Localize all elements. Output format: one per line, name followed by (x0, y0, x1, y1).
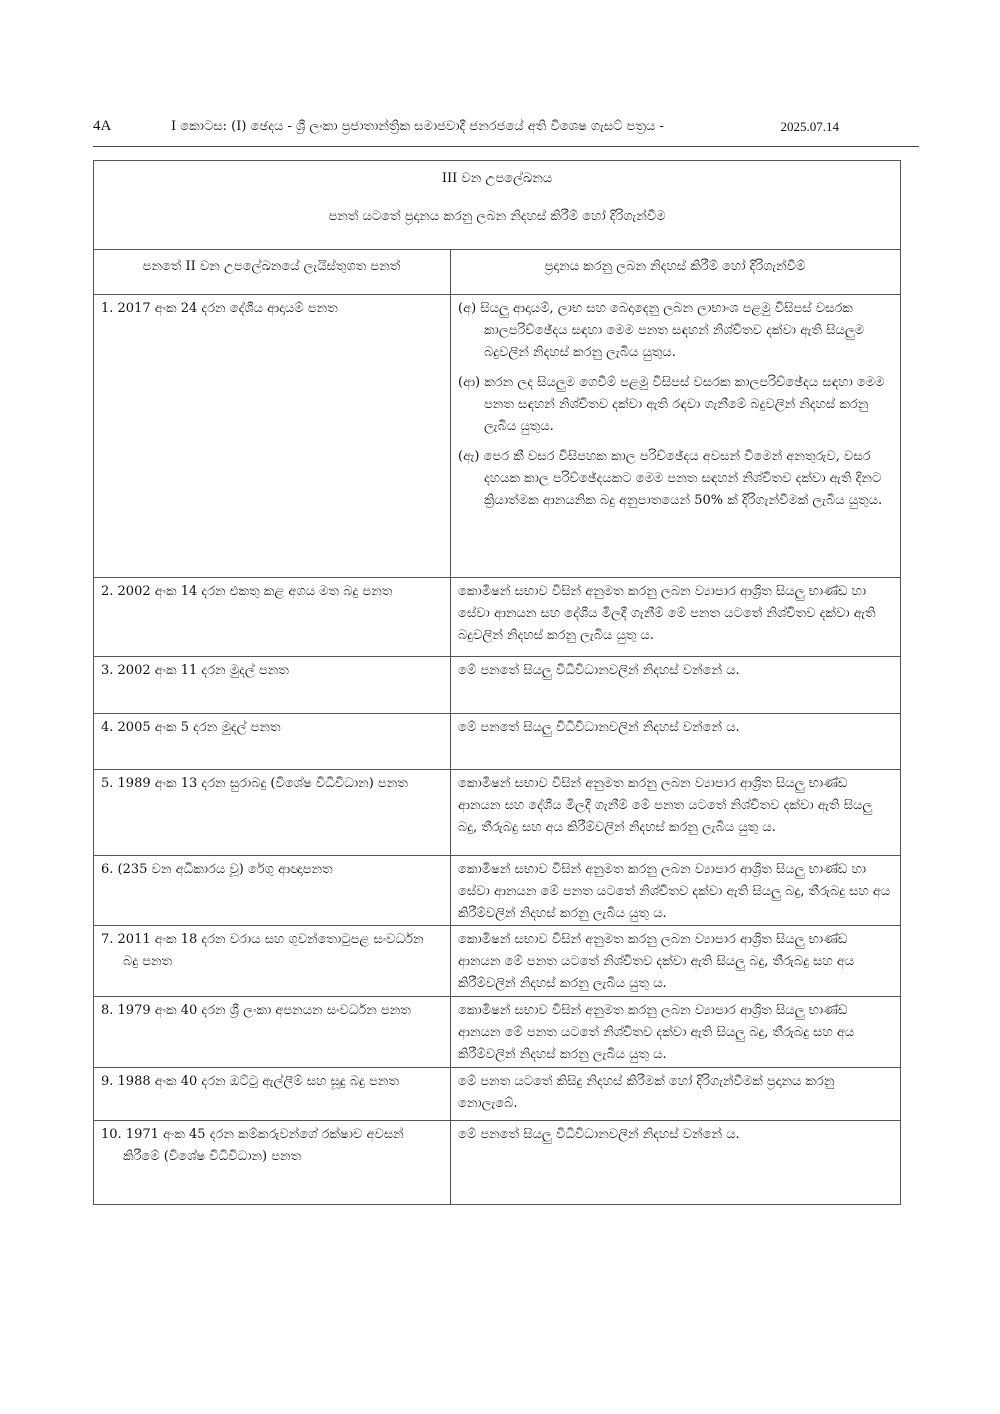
exemption-text: කොමිෂන් සභාව විසින් අනුමත කරනු ලබන ව්‍යාපාර ආශ්‍රිත සියලු භාණ්ඩ හා සේවා ආනයන සහ දේශීය මිලදී ගැනීම් මේ පනත යටතේ නිශ්චිතව දක්වා ඇති බදුවලින් නිදහස් කරනු ලැබිය යුතු ය. (458, 584, 876, 643)
table-row (94, 657, 900, 714)
act-name: 2. 2002 අංක 14 දරන එකතු කළ අගය මත බදු පනත (101, 584, 393, 599)
table-row (94, 295, 900, 578)
exemption-cell (451, 1121, 900, 1204)
exemption-cell (451, 714, 900, 769)
table-row (94, 856, 900, 926)
act-cell (94, 1121, 451, 1204)
act-name: 4. 2005 අංක 5 දරන මුදල් පනත (101, 720, 281, 735)
page-header (93, 116, 919, 140)
exemption-text: (අ) සියලු ආදායම්, ලාභ සහ බෙදාදෙනු ලබන ලාභාංශ පළමු විසිපස් වසරක කාලපරිච්ඡේදය සඳහා මෙම පනත සඳහන් නිශ්චිතව දක්වා ඇති සියලුම බදුවලින් නිදහස් කරනු ලැබිය යුතුය. (458, 301, 865, 360)
act-name: 7. 2011 අංක 18 දරන වරාය සහ ගුවන්තොටුපළ සංවර්ධන බදු පනත (101, 932, 424, 969)
table-row (94, 770, 900, 856)
act-cell (94, 926, 451, 996)
act-cell (94, 770, 451, 855)
gazette-date: 2025.07.14 (780, 119, 839, 134)
table-title-block (94, 161, 900, 250)
act-cell (94, 295, 451, 577)
gazette-title: I කොටස: (I) ඡෙදය - ශ්‍රී ලංකා ප්‍රජාතාන්ත්‍රික සමාජවාදී ජනරජයේ අති විශෙෂ ගැසට් පත්‍රය - (171, 119, 664, 134)
exemption-cell (451, 295, 900, 577)
table-row (94, 578, 900, 657)
table-row (94, 714, 900, 770)
exemption-text: මේ පනතේ සියලු විධිවිධානවලින් නිදහස් වන්නේ ය. (458, 663, 740, 678)
table-row (94, 997, 900, 1068)
header-divider (93, 146, 919, 147)
table-row (94, 1068, 900, 1121)
exemption-text: කොමිෂන් සභාව විසින් අනුමත කරනු ලබන ව්‍යාපාර ආශ්‍රිත සියලු භාණ්ඩ හා සේවා ආනයන මේ පනත යටතේ නිශ්චිතව දක්වා ඇති සියලු බදු, තීරුබදු සහ අය කිරීම්වලින් නිදහස් කරනු ලැබිය යුතු ය. (458, 862, 891, 921)
act-name: 3. 2002 අංක 11 දරන මුදල් පනත (101, 663, 289, 678)
act-cell (94, 657, 451, 713)
act-cell (94, 714, 451, 769)
act-cell (94, 578, 451, 656)
exemption-text: මේ පනතේ සියලු විධිවිධානවලින් නිදහස් වන්නේ ය. (458, 720, 740, 735)
exemption-cell (451, 926, 900, 996)
column-header-row (94, 250, 900, 295)
column-header-acts: පනතේ II වන උපලේඛනයේ ලැයිස්තුගත පනත් (94, 250, 451, 294)
act-cell (94, 997, 451, 1067)
exemption-text: මේ පනත යටතේ කිසිදු නිදහස් කිරීමක් හෝ දිරිගැන්වීමක් ප්‍රදානය කරනු නොලැබේ. (458, 1074, 835, 1111)
act-name: 9. 1988 අංක 40 දරන ඔට්ටු ඇල්ලීම් සහ සූදු බදු පනත (101, 1074, 399, 1089)
table-row (94, 1121, 900, 1204)
exemption-cell (451, 1068, 900, 1120)
act-name: 8. 1979 අංක 40 දරන ශ්‍රී ලංකා අපනයන සංවර්ධන පනත (101, 1003, 411, 1018)
act-cell (94, 856, 451, 925)
exemption-cell (451, 657, 900, 713)
act-name: 6. (235 වන අධිකාරය වූ) රේගු ආඥාපනත (101, 862, 333, 877)
schedule-heading: III වන උපලේඛනය (441, 171, 553, 186)
act-name: 5. 1989 අංක 13 දරන සුරාබදු (විශේෂ විධිවිධාන) පනත (101, 776, 408, 791)
exemption-text: මේ පනතේ සියලු විධිවිධානවලින් නිදහස් වන්නේ ය. (458, 1127, 740, 1142)
exemption-text: කොමිෂන් සභාව විසින් අනුමත කරනු ලබන ව්‍යාපාර ආශ්‍රිත සියලු භාණ්ඩ ආනයන මේ පනත යටතේ නිශ්චිතව දක්වා ඇති සියලු බදු, තීරුබදු සහ අය කිරීම්වලින් නිදහස් කරනු ලැබිය යුතු ය. (458, 1003, 855, 1062)
exemption-cell (451, 770, 900, 855)
column-header-exemptions: ප්‍රදානය කරනු ලබන නිදහස් කිරීම් හෝ දිරිගැන්වීම් (544, 259, 806, 274)
exemption-cell (451, 997, 900, 1067)
act-name: 10. 1971 අංක 45 දරන කම්කරුවන්ගේ රක්ෂාව අවසන් කිරීමේ (විශේෂ විධිවිධාන) පනත (101, 1127, 404, 1164)
table-row (94, 926, 900, 997)
schedule-subheading: පනත් යටතේ ප්‍රදානය කරනු ලබන නිදහස් කිරීම් හෝ දිරිගැන්වීම (328, 209, 666, 224)
act-name: 1. 2017 අංක 24 දරන දේශීය ආදායම් පනත (101, 301, 338, 316)
schedule-table (93, 160, 901, 1205)
exemption-text: (ආ) කරන ලද සියලුම ගෙවීම් පළමු විසිපස් වසරක කාලපරිච්ඡේදය සඳහා මෙම පනත සඳහන් නිශ්චිතව දක්වා ඇති රඳවා ගැනීමේ බදුවලින් නිදහස් කරනු ලැබිය යුතුය. (458, 375, 885, 434)
exemption-text: (ඇ) පෙර කී වසර විසිපහක කාල පරිච්ඡේදය අවසන් වීමෙන් අනතුරුව, වසර දහයක කාල පරිච්ඡේදයකට මෙම පනත සඳහන් නිශ්චිතව දක්වා ඇති දිනට ක්‍රියාත්මක ආනයනික බදු අනුපාතයෙන් 50% ක් දිරිගැන්වීමක් ලැබිය යුතුය. (458, 449, 883, 508)
act-cell (94, 1068, 451, 1120)
exemption-cell (451, 578, 900, 656)
exemption-text: කොමිෂන් සභාව විසින් අනුමත කරනු ලබන ව්‍යාපාර ආශ්‍රිත සියලු භාණ්ඩ ආනයන මේ පනත යටතේ නිශ්චිතව දක්වා ඇති සියලු බදු, තීරුබදු සහ අය කිරීම්වලින් නිදහස් කරනු ලැබිය යුතු ය. (458, 932, 855, 991)
exemption-text: කොමිෂන් සභාව විසින් අනුමත කරනු ලබන ව්‍යාපාර ආශ්‍රිත සියලු භාණ්ඩ ආනයන සහ දේශීය මිලදී ගැනීම් මේ පනත යටතේ නිශ්චිතව දක්වා ඇති සියලු බදු, තීරුබදු සහ අය කිරීම්වලින් නිදහස් කරනු ලැබිය යුතු ය. (458, 776, 873, 835)
page-number: 4A (93, 118, 112, 134)
exemption-cell (451, 856, 900, 925)
